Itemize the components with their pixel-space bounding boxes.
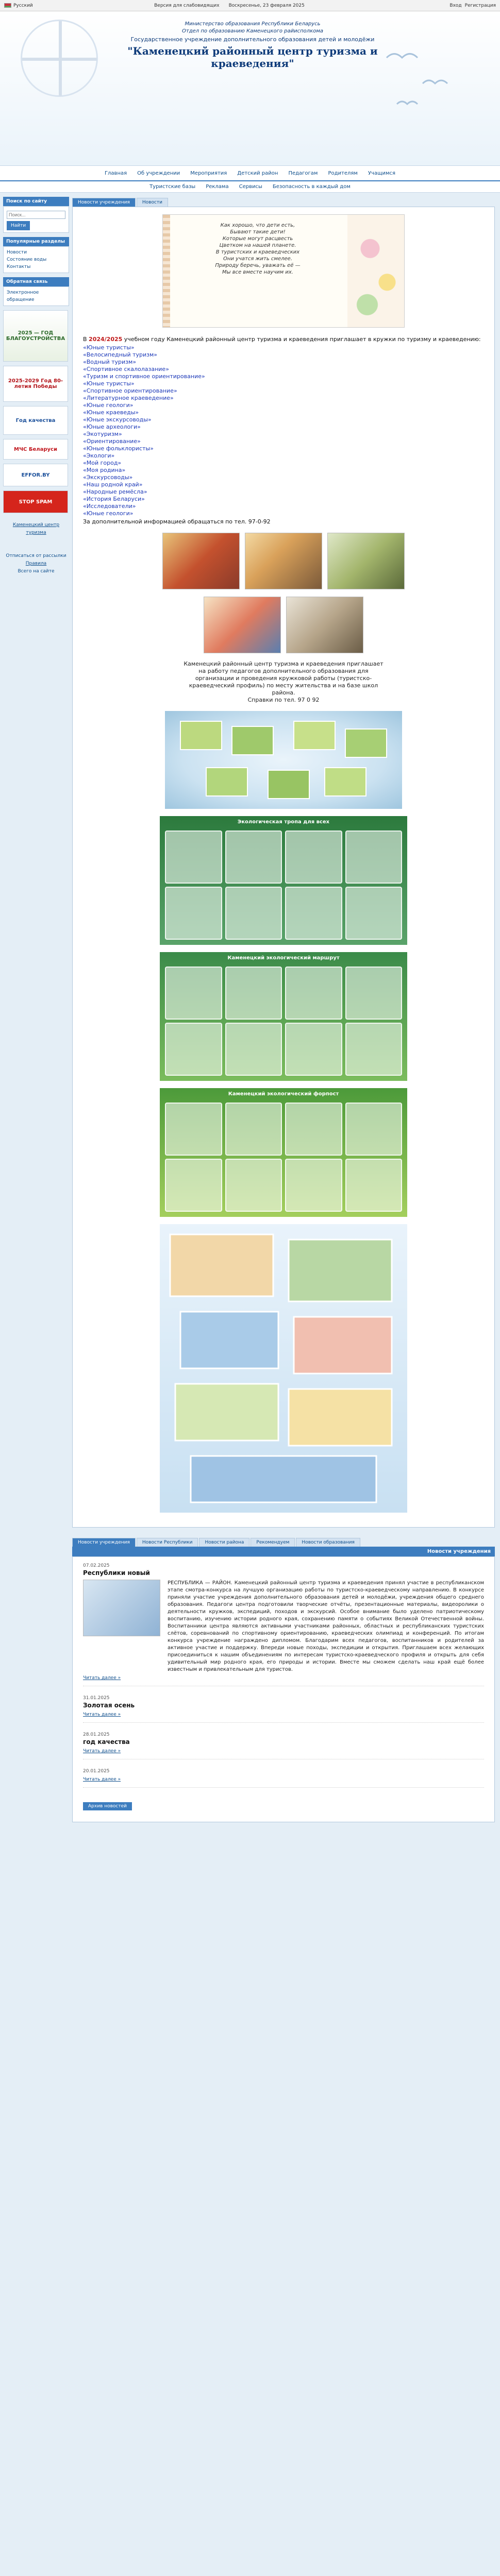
poem-line: Как хорошо, что дети есть, bbox=[220, 223, 295, 228]
poem-line: В туристских и краеведческих bbox=[215, 249, 300, 255]
news-panel bbox=[72, 1556, 495, 1822]
main-nav bbox=[0, 166, 500, 181]
list-item: «Наш родной край» bbox=[83, 481, 143, 488]
news-date: 31.01.2025 bbox=[83, 1696, 110, 1701]
news-tab-recommend[interactable]: Рекомендуем bbox=[251, 1538, 295, 1547]
invite-line: Справки по тел. 97 0 92 bbox=[247, 697, 320, 703]
list-item: «Экологи» bbox=[83, 452, 115, 459]
low-vision-link[interactable]: Версия для слабовидящих bbox=[154, 3, 220, 8]
photo-image bbox=[245, 533, 322, 589]
news-tab-republic[interactable]: Новости Республики bbox=[137, 1538, 198, 1547]
news-body: РЕСПУБЛИКА — РАЙОН. Каменецкий районный центр туризма и краеведения принял участие в республиканском этапе смотра-конкурса на лучшую организацию работы по туристско-краеведческому направлению. В конкурсе приняли участие учреждения дополнительного образования детей и молодёжи, учреждения общего среднего образования. Педагоги центра подготовили творческие отчёты, презентационные материалы, видеоролики о деятельности кружков, экспедиций, походов и экскурсий. Особое внимание было уделено патриотическому воспитанию, изучению истории родного края, сохранению памяти о событиях Великой Отечественной войны. Воспитанники центра являются активными участниками районных, областных и республиканских туристских слётов, соревнований по спортивному ориентированию, краеведческих олимпиад и конференций. По итогам конкурса учреждение награждено дипломом. Благодарим всех педагогов, воспитанников и родителей за активное участие и поддержку. Впереди новые походы, экспедиции и открытия. Приглашаем всех желающих присоединиться к нашим объединениям по интересам туристско-краеведческого профиля и открыть для себя удивительный мир родного края, его природы и истории. Вместе мы сможем сделать наш край ещё более известным и привлекательным для туристов. bbox=[168, 1580, 484, 1672]
contact-phone: За дополнительной информацией обращаться по тел. 97-0-92 bbox=[83, 518, 271, 525]
nav-services[interactable]: Сервисы bbox=[239, 184, 262, 190]
list-item: «Юные краеведы» bbox=[83, 409, 139, 416]
list-item: «Велосипедный туризм» bbox=[83, 351, 158, 358]
flag-icon bbox=[4, 3, 11, 8]
list-item: «Юные туристы» bbox=[83, 380, 135, 387]
poem-line: Которые могут расцвесть bbox=[222, 236, 293, 242]
secondary-nav bbox=[0, 181, 500, 193]
sections-heading: Популярные разделы bbox=[3, 237, 69, 246]
read-more-link[interactable]: Читать далее » bbox=[83, 1777, 121, 1782]
sidebar bbox=[0, 193, 72, 1822]
list-item: «Юные геологи» bbox=[83, 402, 134, 409]
birds-illustration-icon bbox=[376, 27, 479, 130]
list-item: «История Беларуси» bbox=[83, 496, 145, 502]
nav-safety[interactable]: Безопасность в каждый дом bbox=[272, 184, 351, 190]
poem-line: Бывают такие дети! bbox=[230, 229, 286, 235]
sidebar-link-unsubscribe[interactable]: Отписаться от рассылки bbox=[6, 553, 66, 558]
list-item: «Экотуризм» bbox=[83, 431, 122, 437]
poem-line: Мы все вместе научим их. bbox=[222, 269, 293, 275]
invite-line: района. bbox=[272, 689, 295, 696]
read-more-link[interactable]: Читать далее » bbox=[83, 1675, 121, 1681]
invite-line: Каменецкий районный центр туризма и краеведения приглашает bbox=[184, 660, 384, 667]
sidebar-link-rules[interactable]: Правила bbox=[25, 561, 47, 566]
nav-about[interactable]: Об учреждении bbox=[137, 170, 180, 176]
job-invite bbox=[83, 660, 484, 704]
list-item: «Юные археологи» bbox=[83, 423, 141, 430]
sidebar-item-appeal[interactable]: Электронное обращение bbox=[7, 290, 39, 302]
list-item: «Спортивное скалолазание» bbox=[83, 366, 169, 372]
site-title: "Каменецкий районный центр туризма и краеведения" bbox=[127, 45, 378, 70]
poster-title: Каменецкий экологический маршрут bbox=[227, 955, 340, 961]
ministry-name: Министерство образования Республики Беларусь bbox=[185, 21, 321, 27]
poem-line: Цветком на нашей планете. bbox=[219, 243, 296, 248]
invite-line: краеведческий профиль) по месту жительства и на базе школ bbox=[189, 682, 378, 689]
news-archive-button[interactable]: Архив новостей bbox=[83, 1802, 132, 1810]
banner-quality[interactable]: Год качества bbox=[3, 406, 68, 435]
list-item: «Экскурсоводы» bbox=[83, 474, 133, 481]
list-item: «Народные ремёсла» bbox=[83, 488, 147, 495]
poem-line: Они учатся жить смелее. bbox=[223, 256, 293, 262]
compass-rose-icon bbox=[21, 20, 98, 97]
sidebar-visitors: Всего на сайте bbox=[18, 569, 55, 574]
nav-events[interactable]: Мероприятия bbox=[190, 170, 227, 176]
current-date: Воскресенье, 23 февраля 2025 bbox=[228, 3, 305, 8]
invite-line: на работу педагогов дополнительного образования для bbox=[198, 668, 369, 674]
nav-teachers[interactable]: Педагогам bbox=[288, 170, 318, 176]
school-year: 2024/2025 bbox=[89, 336, 123, 343]
list-item: «Моя родина» bbox=[83, 467, 126, 473]
banner-stop-spam[interactable]: STOP SPAM bbox=[3, 490, 68, 513]
read-more-link[interactable]: Читать далее » bbox=[83, 1712, 121, 1717]
list-item: «Спортивное ориентирование» bbox=[83, 387, 177, 394]
news-date: 07.02.2025 bbox=[83, 1563, 110, 1568]
banner-effor[interactable]: EFFOR.BY bbox=[3, 464, 68, 486]
sidebar-item-contacts[interactable]: Контакты bbox=[7, 264, 31, 269]
banner-victory[interactable]: 2025-2029 Год 80-летия Победы bbox=[3, 366, 68, 402]
list-item: «Ориентирование» bbox=[83, 438, 141, 445]
top-bar bbox=[0, 0, 500, 11]
news-date: 28.01.2025 bbox=[83, 1732, 110, 1737]
nav-tourist-bases[interactable]: Туристские базы bbox=[149, 184, 196, 190]
news-title[interactable]: Республики новый bbox=[83, 1569, 150, 1577]
flowers-illustration-icon bbox=[347, 215, 404, 327]
feedback-heading: Обратная связь bbox=[3, 277, 69, 286]
eco-outpost-poster bbox=[160, 1088, 407, 1217]
banner-mchs[interactable]: МЧС Беларуси bbox=[3, 439, 68, 460]
list-item: «Юные экскурсоводы» bbox=[83, 416, 152, 423]
nav-parents[interactable]: Родителям bbox=[328, 170, 358, 176]
news-tab-institution[interactable]: Новости учреждения bbox=[72, 1538, 136, 1547]
tab-institution-news[interactable]: Новости учреждения bbox=[72, 198, 136, 207]
news-item bbox=[83, 1696, 484, 1723]
list-item: «Юные фольклористы» bbox=[83, 445, 154, 452]
news-date: 20.01.2025 bbox=[83, 1769, 110, 1774]
main-content bbox=[72, 193, 500, 1822]
news-item bbox=[83, 1769, 484, 1788]
invite-line: организации и проведения кружковой работы (туристско- bbox=[195, 675, 372, 682]
news-title[interactable]: Золотая осень bbox=[83, 1702, 135, 1709]
site-header bbox=[0, 11, 500, 166]
eco-route-poster bbox=[160, 952, 407, 1081]
news-tab-education[interactable]: Новости образования bbox=[296, 1538, 360, 1547]
photo-image bbox=[204, 597, 281, 653]
poster-title: Экологическая тропа для всех bbox=[237, 819, 330, 825]
news-item bbox=[83, 1732, 484, 1759]
news-heading: Новости учреждения bbox=[72, 1547, 495, 1556]
read-more-link[interactable]: Читать далее » bbox=[83, 1749, 121, 1754]
clubs-announcement bbox=[83, 336, 484, 526]
news-item bbox=[83, 1563, 484, 1686]
eco-trail-poster bbox=[160, 816, 407, 945]
nav-ads[interactable]: Реклама bbox=[206, 184, 229, 190]
announce-text: учебном году Каменецкий районный центр туризма и краеведения приглашает в кружки по туризму и краеведению: bbox=[124, 336, 481, 343]
collage-illustration-icon bbox=[160, 1224, 407, 1513]
poster-title: Каменецкий экологический форпост bbox=[228, 1091, 339, 1097]
decorative-border-icon bbox=[163, 215, 170, 327]
year-prefix: В bbox=[83, 336, 87, 343]
list-item: «Юные геологи» bbox=[83, 510, 134, 517]
main-panel bbox=[72, 207, 495, 1528]
map-illustration-icon bbox=[165, 711, 402, 809]
sidebar-item-news[interactable]: Новости bbox=[7, 250, 27, 255]
poem-card bbox=[162, 214, 405, 328]
list-item: «Литературное краеведение» bbox=[83, 395, 174, 401]
nav-home[interactable]: Главная bbox=[104, 170, 127, 176]
clubs-list bbox=[83, 344, 484, 517]
list-item: «Исследователи» bbox=[83, 503, 136, 510]
list-item: «Юные туристы» bbox=[83, 344, 135, 351]
department-name: Отдел по образованию Каменецкого райисполкома bbox=[182, 28, 323, 34]
search-input[interactable] bbox=[7, 211, 65, 219]
list-item: «Водный туризм» bbox=[83, 359, 137, 365]
news-photo-image bbox=[83, 1580, 160, 1636]
news-title[interactable]: год качества bbox=[83, 1738, 130, 1745]
banner-improvement[interactable]: 2025 — ГОД БЛАГОУСТРОЙСТВА bbox=[3, 310, 68, 362]
search-button[interactable]: Найти bbox=[7, 221, 30, 230]
photo-image bbox=[286, 597, 363, 653]
nav-students[interactable]: Учащимся bbox=[368, 170, 396, 176]
list-item: «Туризм и спортивное ориентирование» bbox=[83, 373, 205, 380]
language-link[interactable]: Русский bbox=[13, 3, 33, 8]
nav-kids[interactable]: Детский район bbox=[237, 170, 278, 176]
search-heading: Поиск по сайту bbox=[3, 197, 69, 206]
info-poster bbox=[160, 1224, 407, 1513]
register-link[interactable]: Регистрация bbox=[464, 3, 496, 8]
sidebar-link-center[interactable]: Каменецкий центр туризма bbox=[12, 522, 60, 535]
photo-image bbox=[327, 533, 405, 589]
sidebar-item-water[interactable]: Состояние воды bbox=[7, 257, 47, 262]
institution-type: Государственное учреждение дополнительного образования детей и молодёжи bbox=[130, 36, 375, 43]
tour-map-image bbox=[165, 711, 402, 809]
news-tab-district[interactable]: Новости района bbox=[199, 1538, 249, 1547]
list-item: «Мой город» bbox=[83, 460, 122, 466]
photo-image bbox=[162, 533, 240, 589]
poem-line: Природу беречь, уважать её — bbox=[215, 263, 301, 268]
login-link[interactable]: Вход bbox=[449, 3, 462, 8]
tab-news[interactable]: Новости bbox=[137, 198, 168, 207]
